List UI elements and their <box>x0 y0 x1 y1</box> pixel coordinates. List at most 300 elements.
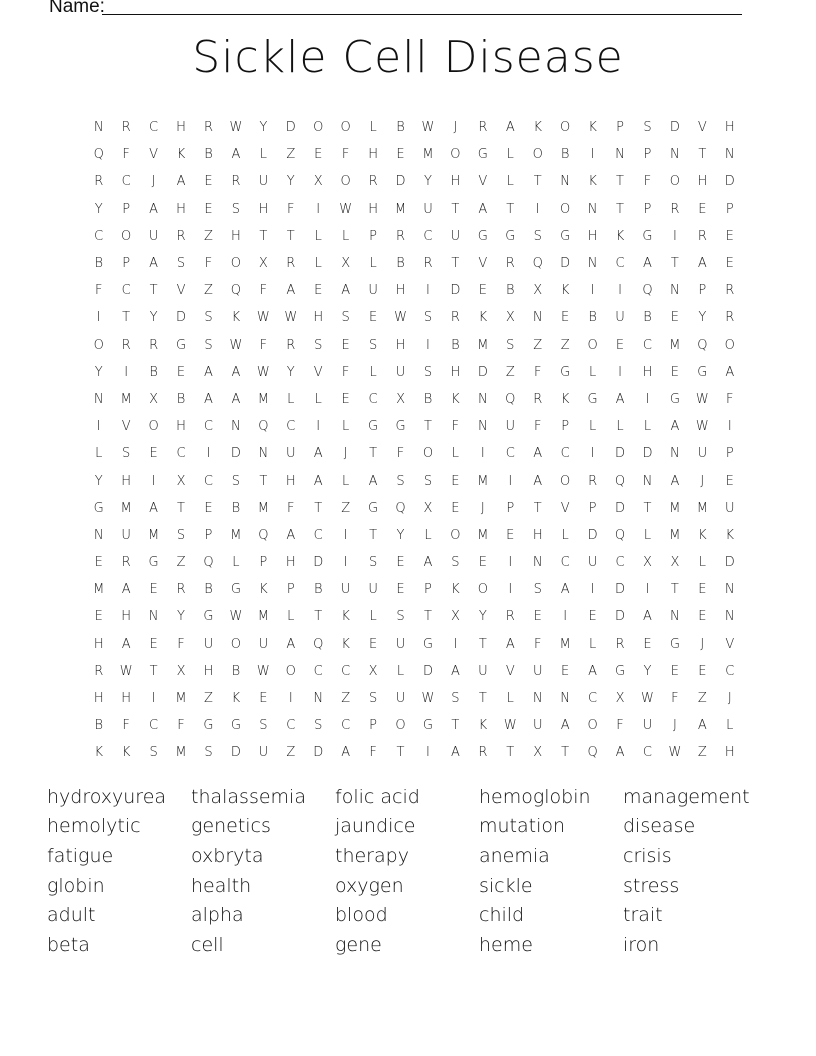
grid-letter: N <box>532 310 543 326</box>
grid-letter: G <box>175 337 187 353</box>
grid-letter: I <box>508 582 513 598</box>
grid-letter: D <box>724 174 735 190</box>
grid-letter: S <box>451 555 460 571</box>
grid-letter: B <box>423 391 433 407</box>
grid-letter: N <box>148 609 159 625</box>
grid-letter: T <box>177 500 185 516</box>
grid-letter: C <box>286 718 296 734</box>
grid-letter: L <box>369 364 377 380</box>
grid-letter: N <box>670 446 680 462</box>
grid-letter: O <box>93 337 104 353</box>
grid-letter: T <box>533 174 542 190</box>
grid-letter: E <box>533 609 542 625</box>
grid-letter: W <box>256 364 270 380</box>
grid-letter: K <box>560 283 570 299</box>
grid-letter: E <box>314 283 323 299</box>
grid-letter: T <box>478 691 487 707</box>
grid-letter: O <box>560 473 571 489</box>
grid-letter: H <box>450 174 461 190</box>
grid-letter: L <box>342 228 350 244</box>
word-list-item: oxygen <box>335 874 404 897</box>
grid-letter: U <box>505 419 516 435</box>
grid-letter: N <box>560 691 571 707</box>
grid-letter: G <box>422 718 433 734</box>
grid-letter: L <box>451 446 460 462</box>
grid-letter: P <box>424 582 432 598</box>
grid-row <box>85 386 745 413</box>
grid-letter: T <box>616 174 624 190</box>
grid-letter: E <box>341 337 350 353</box>
grid-row <box>85 712 745 739</box>
grid-letter: Z <box>560 337 570 353</box>
grid-letter: V <box>478 174 488 190</box>
grid-letter: V <box>313 364 323 380</box>
grid-letter: G <box>614 663 626 679</box>
grid-letter: Y <box>396 527 405 543</box>
grid-letter: F <box>122 147 130 163</box>
grid-letter: C <box>725 663 735 679</box>
grid-letter: K <box>560 391 570 407</box>
grid-letter: E <box>396 147 405 163</box>
word-list-item: alpha <box>191 904 244 927</box>
grid-letter: K <box>341 636 350 652</box>
grid-letter: P <box>286 582 295 598</box>
grid-letter: G <box>148 555 159 571</box>
word-list-item: therapy <box>335 844 409 867</box>
grid-letter: J <box>700 473 705 489</box>
grid-letter: V <box>121 419 131 435</box>
grid-letter: O <box>669 174 681 190</box>
grid-letter: H <box>724 120 735 136</box>
grid-letter: U <box>642 718 653 734</box>
grid-letter: S <box>314 337 323 353</box>
grid-letter: E <box>149 582 158 598</box>
grid-letter: T <box>423 609 432 625</box>
grid-letter: Z <box>341 691 351 707</box>
grid-letter: A <box>204 391 213 407</box>
word-list-item: blood <box>335 904 388 927</box>
grid-letter: Q <box>505 391 516 407</box>
grid-letter: I <box>151 691 156 707</box>
word-list-item: beta <box>47 933 90 956</box>
grid-letter: B <box>451 337 460 353</box>
grid-letter: N <box>724 609 735 625</box>
grid-row <box>85 522 745 549</box>
word-list-item: gene <box>335 933 382 956</box>
grid-letter: S <box>176 256 186 272</box>
grid-letter: L <box>506 691 514 707</box>
grid-letter: E <box>698 663 707 679</box>
grid-letter: B <box>313 582 323 598</box>
grid-letter: C <box>368 391 378 407</box>
grid-letter: H <box>93 636 104 652</box>
grid-letter: E <box>725 256 734 272</box>
grid-letter: E <box>149 636 158 652</box>
word-list-item: thalassemia <box>191 785 306 808</box>
grid-letter: S <box>396 473 405 489</box>
grid-letter: R <box>149 337 159 353</box>
grid-letter: A <box>450 663 460 679</box>
grid-letter: Z <box>341 500 351 516</box>
grid-letter: A <box>697 718 707 734</box>
grid-letter: I <box>480 446 485 462</box>
grid-letter: F <box>259 337 268 353</box>
grid-letter: A <box>286 283 296 299</box>
grid-letter: S <box>423 473 433 489</box>
grid-letter: N <box>724 582 735 598</box>
grid-letter: L <box>342 419 350 435</box>
grid-letter: I <box>96 419 101 435</box>
grid-letter: D <box>422 663 433 679</box>
grid-letter: M <box>257 500 269 516</box>
grid-letter: S <box>204 745 213 761</box>
grid-letter: X <box>258 256 268 272</box>
word-list-item: child <box>479 904 525 927</box>
grid-letter: U <box>450 228 461 244</box>
grid-letter: R <box>725 283 735 299</box>
grid-letter: Y <box>286 174 295 190</box>
grid-letter: I <box>206 446 211 462</box>
grid-letter: U <box>532 718 543 734</box>
grid-letter: C <box>588 691 598 707</box>
grid-letter: A <box>423 555 433 571</box>
grid-letter: L <box>369 609 377 625</box>
grid-letter: T <box>259 228 268 244</box>
grid-letter: W <box>668 745 682 761</box>
grid-letter: L <box>342 473 350 489</box>
grid-letter: N <box>670 147 680 163</box>
grid-letter: O <box>395 718 406 734</box>
grid-letter: N <box>587 201 598 217</box>
grid-letter: N <box>724 147 735 163</box>
grid-letter: N <box>560 174 571 190</box>
grid-letter: G <box>368 419 379 435</box>
grid-letter: A <box>505 120 515 136</box>
grid-letter: R <box>505 609 515 625</box>
grid-letter: G <box>587 391 598 407</box>
grid-letter: P <box>725 446 734 462</box>
grid-letter: E <box>341 391 350 407</box>
grid-letter: I <box>288 691 293 707</box>
grid-letter: E <box>149 446 158 462</box>
grid-row <box>85 114 745 141</box>
grid-letter: M <box>559 636 571 652</box>
grid-letter: W <box>421 691 435 707</box>
grid-letter: T <box>451 718 460 734</box>
grid-letter: D <box>615 609 626 625</box>
grid-letter: V <box>697 120 707 136</box>
grid-letter: K <box>725 527 735 543</box>
grid-letter: J <box>151 174 156 190</box>
grid-letter: W <box>284 310 298 326</box>
grid-letter: B <box>231 663 241 679</box>
grid-letter: K <box>615 228 625 244</box>
grid-letter: G <box>697 364 708 380</box>
grid-letter: Q <box>642 283 653 299</box>
word-list-item: sickle <box>479 874 533 897</box>
grid-letter: L <box>232 555 240 571</box>
grid-letter: B <box>396 120 405 136</box>
grid-letter: S <box>451 691 460 707</box>
grid-letter: J <box>672 718 677 734</box>
grid-letter: E <box>643 636 652 652</box>
grid-letter: Q <box>203 555 214 571</box>
grid-letter: C <box>560 555 570 571</box>
grid-letter: R <box>670 201 680 217</box>
grid-letter: F <box>533 419 542 435</box>
grid-letter: C <box>121 283 131 299</box>
grid-letter: L <box>287 609 295 625</box>
grid-letter: E <box>396 555 405 571</box>
grid-letter: D <box>560 256 571 272</box>
grid-letter: H <box>121 609 132 625</box>
grid-letter: E <box>725 228 734 244</box>
grid-letter: A <box>643 609 652 625</box>
grid-letter: W <box>256 310 270 326</box>
grid-letter: B <box>204 582 213 598</box>
grid-letter: X <box>176 663 186 679</box>
grid-letter: W <box>503 718 517 734</box>
grid-letter: T <box>506 201 515 217</box>
grid-letter: O <box>532 147 543 163</box>
grid-row <box>85 739 745 766</box>
grid-letter: O <box>313 120 324 136</box>
grid-letter: U <box>532 663 543 679</box>
grid-letter: N <box>615 147 625 163</box>
grid-letter: I <box>343 527 348 543</box>
grid-letter: U <box>423 201 433 217</box>
grid-letter: V <box>176 283 186 299</box>
grid-letter: O <box>422 446 434 462</box>
grid-letter: O <box>450 147 461 163</box>
grid-letter: Z <box>533 337 543 353</box>
grid-letter: E <box>561 663 570 679</box>
grid-letter: I <box>645 582 650 598</box>
grid-letter: P <box>588 500 597 516</box>
grid-letter: M <box>120 391 132 407</box>
grid-letter: V <box>725 636 735 652</box>
grid-row <box>85 685 745 712</box>
grid-letter: L <box>643 527 652 543</box>
grid-letter: C <box>423 228 433 244</box>
grid-letter: G <box>560 228 571 244</box>
grid-letter: D <box>313 555 324 571</box>
grid-letter: G <box>477 228 488 244</box>
grid-letter: H <box>395 283 406 299</box>
grid-letter: U <box>395 364 406 380</box>
grid-letter: K <box>588 174 597 190</box>
grid-letter: R <box>121 555 131 571</box>
grid-letter: A <box>615 745 625 761</box>
grid-letter: P <box>259 555 268 571</box>
grid-letter: D <box>615 582 626 598</box>
grid-letter: Z <box>697 745 707 761</box>
grid-letter: B <box>396 256 405 272</box>
grid-letter: B <box>506 283 515 299</box>
grid-letter: N <box>93 527 104 543</box>
grid-letter: N <box>670 609 680 625</box>
grid-letter: L <box>314 256 322 272</box>
word-list-item: jaundice <box>335 815 416 838</box>
grid-letter: M <box>669 500 681 516</box>
grid-letter: E <box>561 310 570 326</box>
grid-letter: Z <box>697 691 707 707</box>
grid-letter: K <box>259 582 268 598</box>
grid-letter: P <box>369 228 378 244</box>
grid-letter: I <box>124 364 129 380</box>
grid-letter: A <box>588 663 598 679</box>
grid-letter: R <box>615 636 625 652</box>
grid-letter: B <box>176 391 186 407</box>
grid-letter: B <box>588 310 597 326</box>
grid-letter: K <box>341 609 350 625</box>
grid-row <box>85 223 745 250</box>
grid-letter: A <box>313 446 323 462</box>
grid-letter: Q <box>614 473 626 489</box>
grid-letter: R <box>176 228 186 244</box>
grid-letter: E <box>314 147 323 163</box>
grid-letter: G <box>203 609 214 625</box>
grid-letter: A <box>121 582 131 598</box>
grid-letter: J <box>727 691 732 707</box>
grid-letter: L <box>726 718 734 734</box>
grid-letter: N <box>258 446 269 462</box>
grid-letter: S <box>122 446 131 462</box>
grid-letter: H <box>587 228 598 244</box>
grid-letter: D <box>615 446 626 462</box>
grid-letter: I <box>151 473 156 489</box>
grid-letter: G <box>203 718 214 734</box>
grid-letter: L <box>506 174 514 190</box>
word-list-item: hemoglobin <box>479 785 591 808</box>
grid-letter: B <box>643 310 652 326</box>
grid-letter: E <box>176 364 186 380</box>
grid-letter: C <box>313 663 323 679</box>
grid-letter: S <box>314 718 323 734</box>
grid-letter: O <box>724 337 735 353</box>
letter-grid <box>85 114 745 767</box>
grid-letter: A <box>670 419 680 435</box>
grid-letter: R <box>725 310 735 326</box>
grid-letter: R <box>286 256 296 272</box>
grid-letter: M <box>147 527 160 543</box>
grid-letter: K <box>121 745 131 761</box>
grid-letter: T <box>533 500 542 516</box>
grid-letter: S <box>149 745 158 761</box>
grid-letter: C <box>176 446 186 462</box>
grid-letter: D <box>587 527 598 543</box>
grid-letter: F <box>369 745 377 761</box>
grid-letter: A <box>615 391 625 407</box>
grid-letter: O <box>148 419 159 435</box>
grid-letter: M <box>669 527 681 543</box>
page-title: Sickle Cell Disease <box>192 32 624 83</box>
grid-letter: T <box>506 745 515 761</box>
grid-letter: K <box>451 582 460 598</box>
grid-letter: M <box>394 201 407 217</box>
grid-letter: W <box>695 419 709 435</box>
grid-letter: A <box>176 174 186 190</box>
word-row <box>47 841 767 871</box>
grid-letter: A <box>670 473 680 489</box>
grid-letter: C <box>313 527 323 543</box>
grid-letter: Y <box>423 174 432 190</box>
grid-letter: L <box>396 663 405 679</box>
grid-letter: F <box>671 691 679 707</box>
grid-letter: B <box>204 147 213 163</box>
grid-letter: A <box>313 473 323 489</box>
grid-letter: L <box>369 120 377 136</box>
name-line <box>102 14 742 15</box>
grid-letter: L <box>506 147 514 163</box>
grid-letter: R <box>94 663 104 679</box>
grid-letter: H <box>176 120 186 136</box>
grid-letter: A <box>121 636 131 652</box>
grid-letter: H <box>121 691 132 707</box>
grid-letter: I <box>563 609 568 625</box>
grid-row <box>85 277 745 304</box>
grid-letter: F <box>287 201 295 217</box>
grid-letter: M <box>120 500 132 516</box>
word-row <box>47 782 767 812</box>
grid-letter: H <box>285 555 296 571</box>
word-list-item: globin <box>47 874 105 897</box>
grid-letter: I <box>590 582 595 598</box>
grid-letter: A <box>286 636 296 652</box>
grid-letter: Q <box>258 419 269 435</box>
grid-letter: W <box>394 310 407 326</box>
grid-letter: A <box>341 283 351 299</box>
grid-letter: Z <box>286 147 296 163</box>
grid-letter: P <box>122 256 131 272</box>
grid-letter: S <box>423 364 433 380</box>
grid-letter: Q <box>395 500 406 516</box>
grid-letter: E <box>506 527 515 543</box>
grid-letter: U <box>395 636 406 652</box>
grid-letter: K <box>231 310 241 326</box>
grid-letter: S <box>176 527 186 543</box>
grid-letter: R <box>203 120 213 136</box>
grid-letter: U <box>286 446 296 462</box>
grid-letter: R <box>121 120 131 136</box>
grid-letter: T <box>149 283 158 299</box>
grid-letter: K <box>451 391 460 407</box>
grid-letter: K <box>94 745 103 761</box>
grid-letter: A <box>149 201 159 217</box>
word-row <box>47 871 767 901</box>
grid-letter: M <box>257 609 269 625</box>
grid-letter: C <box>149 718 159 734</box>
grid-letter: Y <box>286 364 295 380</box>
grid-letter: I <box>727 419 732 435</box>
word-row <box>47 812 767 842</box>
grid-letter: E <box>478 283 487 299</box>
grid-letter: L <box>259 147 267 163</box>
word-list-item: health <box>191 874 252 897</box>
grid-letter: R <box>478 745 488 761</box>
grid-letter: R <box>396 228 406 244</box>
grid-letter: H <box>176 419 186 435</box>
grid-row <box>85 168 745 195</box>
grid-letter: I <box>508 473 513 489</box>
grid-letter: T <box>259 473 268 489</box>
grid-letter: L <box>369 256 377 272</box>
grid-letter: O <box>285 663 296 679</box>
grid-letter: I <box>316 201 321 217</box>
grid-letter: X <box>533 283 543 299</box>
grid-letter: R <box>368 174 378 190</box>
grid-letter: F <box>287 500 295 516</box>
